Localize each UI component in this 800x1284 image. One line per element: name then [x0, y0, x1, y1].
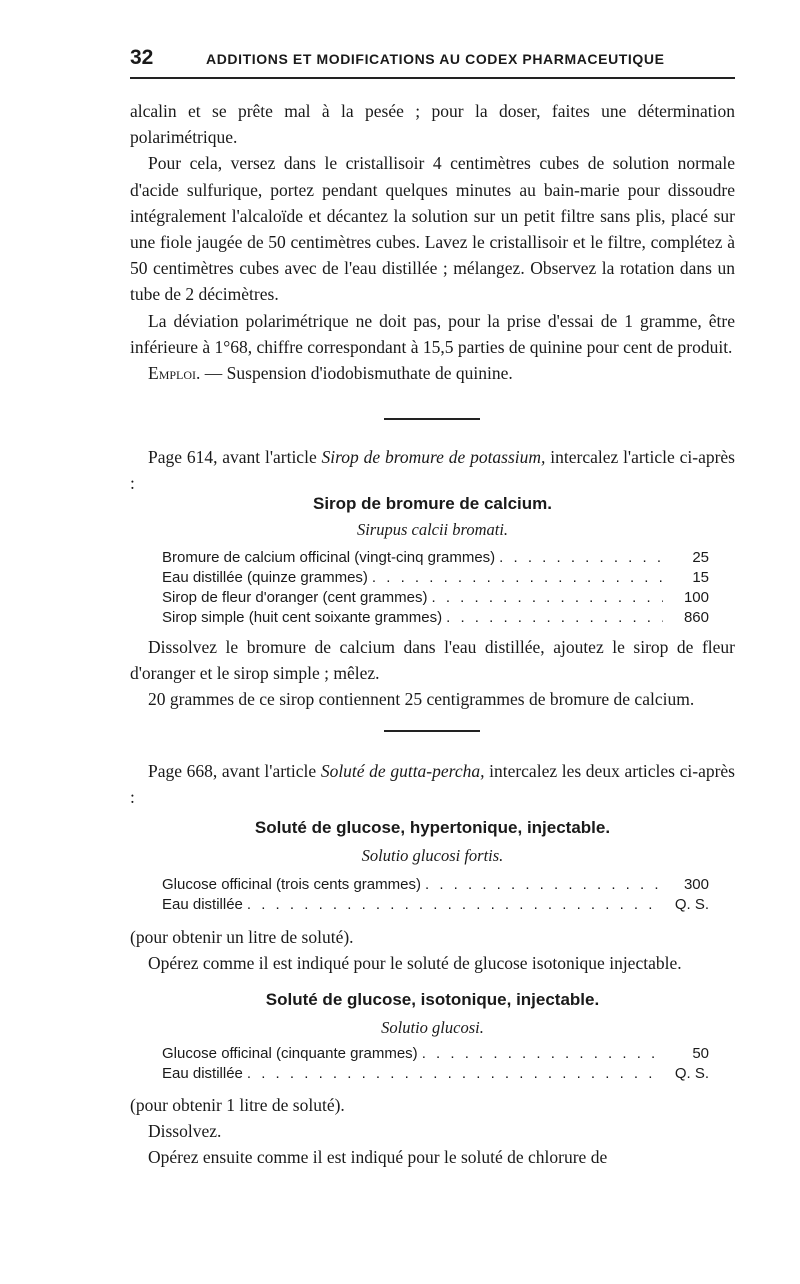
emploi-text: — Suspension d'iodobismuthate de quinine.	[200, 363, 513, 384]
paragraph: Opérez ensuite comme il est indiqué pour le soluté de chlorure de	[148, 1147, 608, 1168]
article-title: Soluté de glucose, hypertonique, injectable.	[254, 818, 611, 837]
separator-rule	[384, 730, 480, 732]
header-rule	[130, 77, 735, 79]
ingredient-list	[162, 1044, 709, 1084]
paragraph: (pour obtenir 1 litre de soluté).	[130, 1095, 345, 1115]
emploi-label: Emploi.	[148, 363, 201, 384]
running-title: ADDITIONS ET MODIFICATIONS AU CODEX PHARMACEUTIQUE	[206, 51, 665, 67]
page-number: 32	[130, 46, 154, 69]
leader-dots	[421, 875, 663, 895]
intro-text-end: intercalez l'article ci-après :	[130, 447, 735, 494]
section3-intro	[130, 758, 735, 810]
intro-text-end: intercalez les deux articles ci-après :	[130, 761, 735, 808]
leader-dots	[243, 895, 663, 915]
article-title: Sirop de bromure de calcium.	[312, 494, 552, 513]
ingredient-qty: Q. S.	[674, 896, 709, 913]
intro-text: Page 614, avant l'article	[148, 447, 322, 467]
section2-body	[130, 634, 735, 713]
paragraph: La déviation polarimétrique ne doit pas, pour la prise d'essai de 1 gramme, être inférieure à 1°68, chiffre correspondant à 15,5 parties de quinine pour cent de produit.	[130, 310, 735, 357]
ingredient-qty: 15	[692, 569, 709, 586]
ingredient-row	[162, 1044, 709, 1064]
ingredient-name: Sirop de fleur d'oranger (cent grammes)	[162, 589, 428, 606]
ingredient-qty: 50	[692, 1045, 709, 1062]
section3-body2	[130, 1092, 735, 1171]
paragraph: Dissolvez.	[148, 1121, 222, 1142]
paragraph: Pour cela, versez dans le cristallisoir 4 centimètres cubes de solution normale d'acide sulfurique, portez pendant quelques minutes au bain-marie pour dissoudre intégralement l'alcaloïde et décantez la solution sur un petit filtre sans plis, placé sur une fiole jaugée de 50 centimètres cubes. Lavez le cristallisoir et le filtre, complétez à 50 centimètres cubes avec de l'eau distillée ; mélangez. Observez la rotation dans un tube de 2 décimètres.	[130, 153, 735, 305]
page-header	[130, 44, 735, 74]
ingredient-qty: 25	[692, 549, 709, 566]
leader-dots	[368, 568, 663, 588]
ingredient-qty: Q. S.	[674, 1065, 709, 1082]
ingredient-name: Glucose officinal (trois cents grammes)	[162, 876, 421, 893]
intro-italic: Soluté de gutta-percha,	[320, 761, 485, 781]
ingredient-row	[162, 895, 709, 915]
ingredient-name: Eau distillée	[162, 1065, 243, 1082]
paragraph: 20 grammes de ce sirop contiennent 25 centigrammes de bromure de calcium.	[148, 689, 695, 710]
ingredient-name: Sirop simple (huit cent soixante grammes)	[162, 609, 443, 626]
ingredient-qty: 300	[683, 876, 709, 893]
ingredient-name: Eau distillée	[162, 896, 243, 913]
section2-intro	[130, 444, 735, 496]
separator-rule	[384, 418, 480, 420]
ingredient-row	[162, 568, 709, 588]
section-quinine-end	[130, 98, 735, 386]
ingredient-row	[162, 608, 709, 628]
intro-text: Page 668, avant l'article	[148, 761, 321, 781]
leader-dots	[495, 548, 663, 568]
article-title: Soluté de glucose, isotonique, injectable.	[265, 990, 600, 1009]
ingredient-qty: 860	[683, 609, 709, 626]
ingredient-name: Bromure de calcium officinal (vingt-cinq grammes)	[162, 549, 496, 566]
ingredient-list	[162, 875, 709, 915]
paragraph: alcalin et se prête mal à la pesée ; pour la doser, faites une détermination polarimétrique.	[130, 101, 735, 148]
ingredient-row	[162, 588, 709, 608]
leader-dots	[442, 608, 663, 628]
paragraph	[130, 444, 735, 496]
ingredient-row	[162, 548, 709, 568]
paragraph: (pour obtenir un litre de soluté).	[130, 927, 354, 947]
article-latin-title: Solutio glucosi fortis.	[361, 846, 504, 865]
paragraph	[130, 758, 735, 810]
leader-dots	[243, 1064, 663, 1084]
ingredient-name: Eau distillée (quinze grammes)	[162, 569, 368, 586]
paragraph: Opérez comme il est indiqué pour le soluté de glucose isotonique injectable.	[148, 953, 682, 974]
ingredient-name: Glucose officinal (cinquante grammes)	[162, 1045, 418, 1062]
leader-dots	[427, 588, 663, 608]
article-latin-title: Solutio glucosi.	[381, 1018, 484, 1037]
section3-body1	[130, 924, 735, 976]
leader-dots	[418, 1044, 663, 1064]
intro-italic: Sirop de bromure de potassium,	[321, 447, 546, 467]
paragraph: Dissolvez le bromure de calcium dans l'eau distillée, ajoutez le sirop de fleur d'oranger et le sirop simple ; mêlez.	[130, 637, 735, 684]
article-latin-title: Sirupus calcii bromati.	[356, 520, 509, 539]
ingredient-qty: 100	[683, 589, 709, 606]
paragraph	[130, 360, 735, 386]
ingredient-list	[162, 548, 709, 628]
ingredient-row	[162, 1064, 709, 1084]
ingredient-row	[162, 875, 709, 895]
